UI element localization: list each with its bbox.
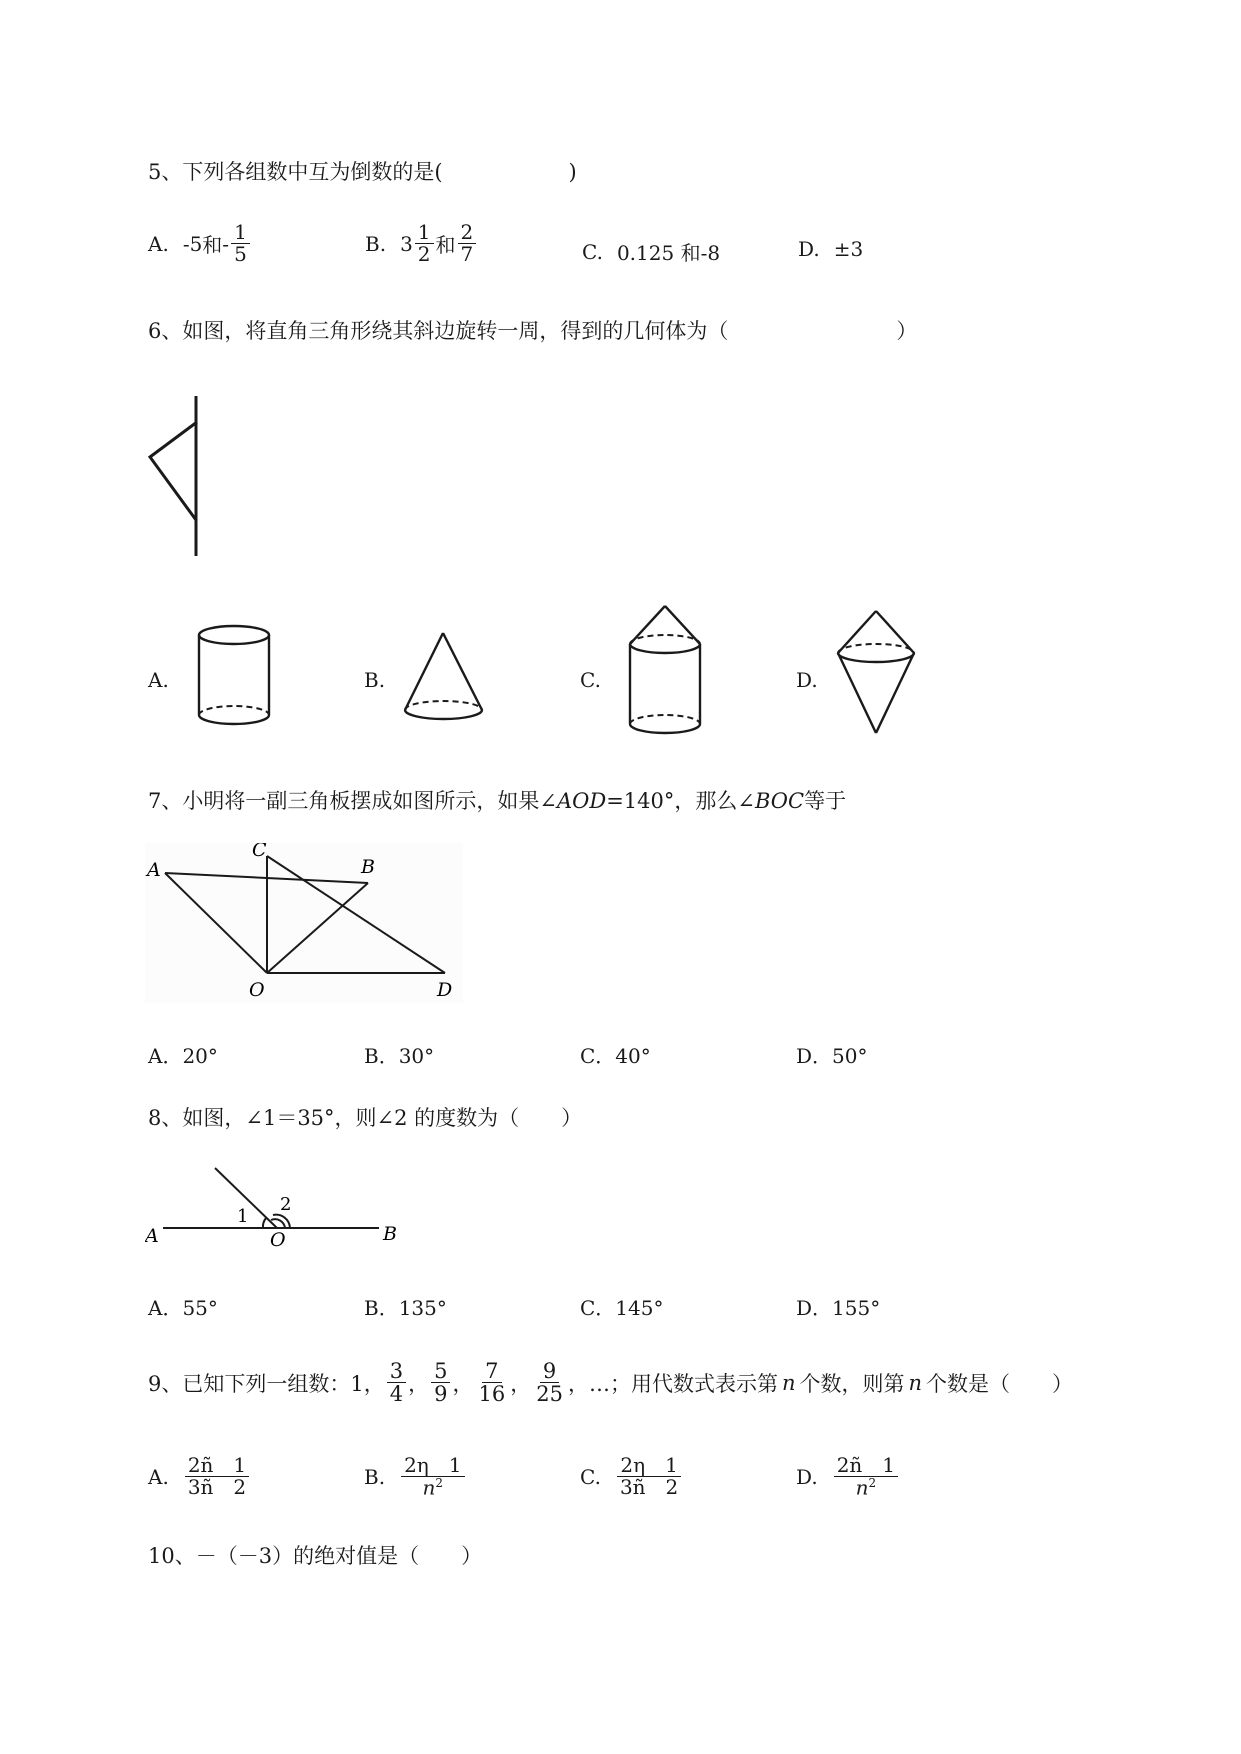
option-label: D. (796, 1464, 818, 1489)
minus-sign: - (222, 231, 230, 256)
option-value: -5 (182, 231, 203, 256)
q9-stem (148, 1360, 1073, 1405)
q7-stem-post: 等于 (804, 789, 847, 813)
q8-option-b[interactable]: B．135° (364, 1296, 447, 1320)
angle-2-label: 2 (280, 1194, 292, 1215)
variable-n: n (908, 1370, 923, 1395)
q9-option-c[interactable] (580, 1455, 683, 1498)
numerator: 2ñ 1 (834, 1455, 898, 1477)
numerator: 7 (482, 1360, 501, 1383)
q7-option-d[interactable]: D．50° (796, 1044, 868, 1068)
label-d: D (437, 979, 453, 1001)
option-and: 和 (202, 233, 223, 257)
option-and: 和 (435, 233, 456, 257)
fraction (401, 1455, 464, 1499)
angle-line-figure (145, 1160, 405, 1250)
q8-option-a[interactable]: A．55° (148, 1296, 218, 1320)
q7-option-c[interactable]: C．40° (580, 1044, 651, 1068)
fraction (458, 222, 477, 265)
denominator: 25 (536, 1382, 563, 1407)
option-label: C. (580, 1464, 601, 1489)
option-label: D. (798, 237, 820, 261)
mixed-whole: 3 (400, 231, 413, 256)
q6-option-d-label[interactable]: D. (796, 668, 818, 692)
numerator: 2 (458, 222, 477, 244)
denominator: 5 (234, 242, 247, 266)
q9-stem-post: 个数是（ ） (926, 1371, 1074, 1396)
numerator: 1 (415, 222, 434, 244)
sequence-fraction (475, 1360, 508, 1405)
fraction (834, 1455, 898, 1499)
q6-option-c-label[interactable]: C. (580, 668, 601, 692)
denominator: 2 (417, 242, 431, 266)
q8-stem: 8、如图，∠1＝35°，则∠2 的度数为（ ） (148, 1106, 583, 1130)
q5-option-a[interactable] (148, 222, 252, 265)
angle-aod: AOD (556, 789, 607, 813)
double-cone-icon (832, 605, 922, 740)
q9-option-a[interactable] (148, 1455, 251, 1498)
q5-option-b[interactable] (365, 222, 478, 265)
right-triangle-on-axis-icon (140, 390, 220, 560)
q7-stem (148, 785, 846, 815)
separator: ， (510, 1371, 532, 1396)
q7-stem-pre: 7、小明将一副三角板摆成如图所示，如果∠ (148, 789, 557, 813)
numerator: 3 (387, 1360, 406, 1383)
q5-option-d[interactable] (798, 237, 863, 261)
label-b: B (361, 856, 375, 878)
fraction (617, 1455, 681, 1498)
q7-option-b[interactable]: B．30° (364, 1044, 435, 1068)
numerator: 2ñ 1 (185, 1455, 249, 1477)
fraction (185, 1455, 249, 1498)
label-a: A (145, 1225, 159, 1247)
variable-n: n (855, 1475, 869, 1500)
numerator: 9 (540, 1360, 559, 1383)
triangle-boards-figure (145, 843, 463, 1003)
cylinder-icon (190, 620, 280, 730)
option-label: C. (582, 239, 603, 264)
q6-stem: 6、如图，将直角三角形绕其斜边旋转一周，得到的几何体为（ ） (148, 319, 918, 343)
numerator: 2η 1 (401, 1455, 464, 1477)
angle-1-label: 1 (237, 1206, 249, 1227)
option-label: B. (365, 231, 387, 256)
separator: ， (408, 1371, 430, 1396)
denominator: 7 (460, 242, 474, 266)
numerator: 2η 1 (617, 1455, 680, 1477)
denominator: 3ñ 2 (619, 1475, 679, 1499)
denominator: 16 (478, 1382, 506, 1407)
exponent: 2 (868, 1476, 877, 1490)
q7-option-a[interactable]: A．20° (148, 1044, 218, 1068)
option-label: A. (148, 231, 169, 256)
label-o: O (270, 1229, 286, 1250)
q9-option-d[interactable] (796, 1455, 900, 1499)
label-o: O (249, 979, 265, 1001)
q5-stem: 5、下列各组数中互为倒数的是( ) (148, 160, 577, 184)
q6-option-a-label[interactable]: A. (148, 668, 169, 692)
denominator (420, 1477, 447, 1499)
denominator (853, 1477, 880, 1499)
denominator: 9 (434, 1382, 448, 1407)
numerator: 5 (431, 1360, 450, 1383)
sequence-fraction (431, 1360, 450, 1405)
q8-option-c[interactable]: C．145° (580, 1296, 664, 1320)
fraction (231, 222, 250, 265)
sequence-fraction (533, 1360, 566, 1405)
option-value: ±3 (833, 237, 864, 261)
q10-stem: 10、－（－3）的绝对值是（ ） (148, 1544, 483, 1568)
q7-stem-mid: =140°，那么∠ (606, 789, 755, 813)
q9-stem-pre: 9、已知下列一组数：1， (148, 1371, 385, 1396)
cylinder-with-cone-icon (620, 600, 710, 740)
numerator: 1 (231, 222, 250, 244)
angle-boc: BOC (754, 789, 805, 813)
separator: ， (452, 1371, 474, 1396)
option-label: A. (148, 1464, 169, 1489)
q9-option-b[interactable] (364, 1455, 467, 1499)
q8-option-d[interactable]: D．155° (796, 1296, 881, 1320)
denominator: 4 (389, 1382, 404, 1407)
q9-stem-mid2: 个数，则第 (799, 1371, 905, 1396)
label-b: B (383, 1223, 397, 1245)
q5-option-c[interactable] (582, 237, 720, 266)
denominator: 3ñ 2 (187, 1475, 247, 1499)
q6-option-b-label[interactable]: B. (364, 668, 386, 692)
variable-n: n (781, 1370, 796, 1395)
option-value: 0.125 和-8 (616, 241, 721, 265)
label-c: C (252, 843, 267, 861)
cone-icon (397, 625, 492, 725)
option-label: B. (364, 1464, 386, 1489)
label-a: A (147, 859, 161, 881)
q9-stem-mid: ，…；用代数式表示第 (567, 1371, 778, 1396)
variable-n: n (422, 1475, 436, 1500)
exponent: 2 (435, 1476, 444, 1490)
fraction (415, 222, 434, 265)
sequence-fraction (387, 1360, 406, 1405)
